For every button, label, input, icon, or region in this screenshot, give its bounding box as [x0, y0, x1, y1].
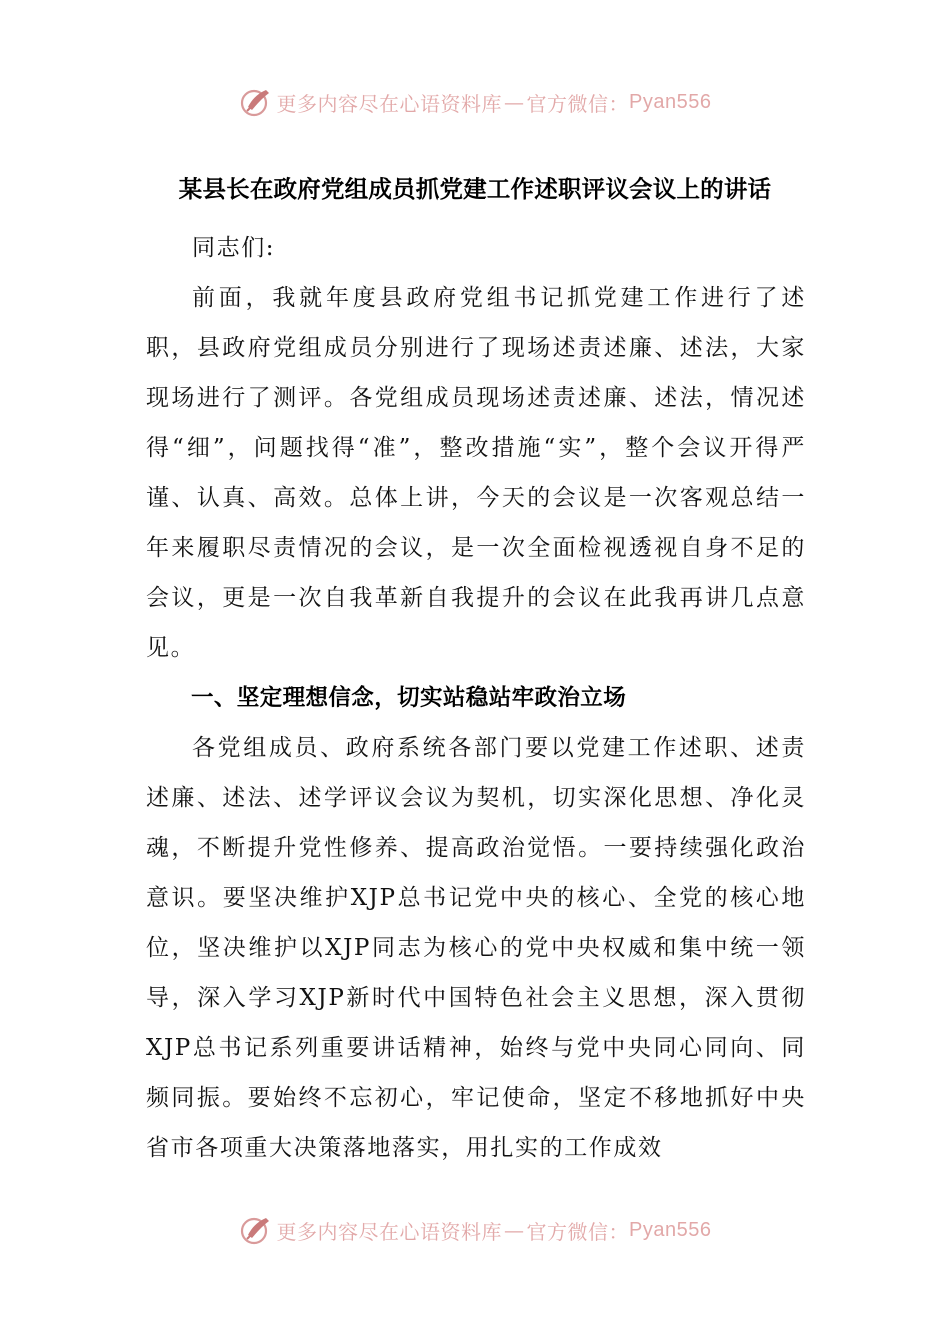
document-title: 某县长在政府党组成员抓党建工作述职评议会议上的讲话	[178, 175, 772, 203]
watermark-wechat-id: Pyan556	[629, 1218, 712, 1241]
watermark-text: 更多内容尽在心语资料库	[276, 1219, 503, 1244]
watermark-dash: —	[504, 1218, 525, 1242]
pen-nib-logo-icon	[239, 1213, 273, 1247]
watermark-suffix: 官方微信：	[526, 91, 630, 116]
watermark-text: 更多内容尽在心语资料库	[276, 91, 503, 116]
salutation: 同志们:	[192, 235, 276, 261]
paragraph-intro: 前面，我就年度县政府党组书记抓党建工作进行了述职，县政府党组成员分别进行了现场述责述廉、述法，大家现场进行了测评。各党组成员现场述责述廉、述法，情况述得“细”，问题找得“准”，整改措施“实”，整个会议开得严谨、认真、高效。总体上讲，今天的会议是一次客观总结一年来履职尽责情况的会议，是一次全面检视透视自身不足的会议，更是一次自我革新自我提升的会议在此我再讲几点意见。	[146, 285, 806, 661]
pen-nib-logo-icon	[239, 85, 273, 119]
document-body	[146, 223, 806, 1173]
watermark-header	[0, 80, 950, 124]
watermark-suffix: 官方微信：	[526, 1219, 630, 1244]
watermark-wechat-id: Pyan556	[629, 90, 712, 113]
section-heading-1: 一、坚定理想信念，切实站稳站牢政治立场	[191, 685, 627, 711]
watermark-dash: —	[504, 90, 525, 114]
paragraph-section-1: 各党组成员、政府系统各部门要以党建工作述职、述责述廉、述法、述学评议会议为契机，切实深化思想、净化灵魂，不断提升党性修养、提高政治觉悟。一要持续强化政治意识。要坚决维护XJP总书记党中央的核心、全党的核心地位，坚决维护以XJP同志为核心的党中央权威和集中统一领导，深入学习XJP新时代中国特色社会主义思想，深入贯彻XJP总书记系列重要讲话精神，始终与党中央同心同向、同频同振。要始终不忘初心，牢记使命，坚定不移地抓好中央省市各项重大决策落地落实，用扎实的工作成效	[146, 735, 806, 1161]
watermark-footer	[0, 1208, 950, 1252]
